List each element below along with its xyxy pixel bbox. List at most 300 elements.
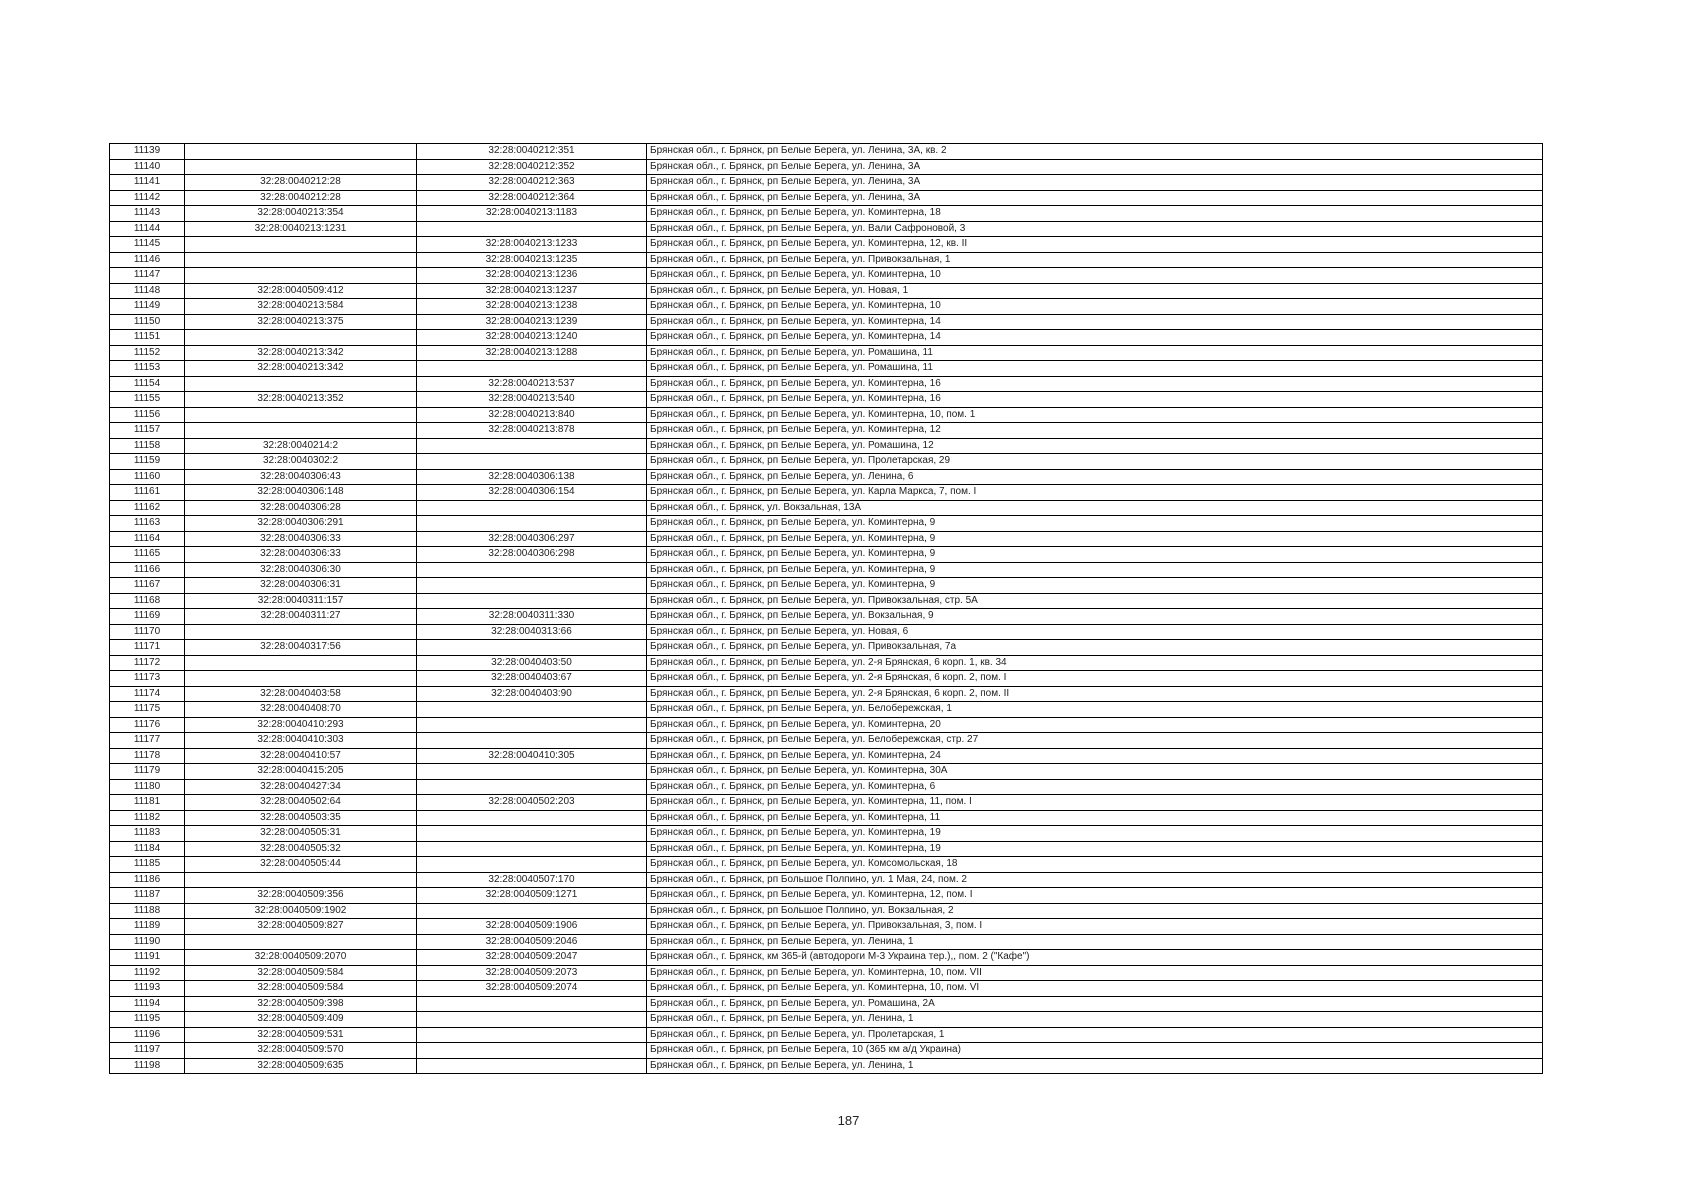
- table-row: [110, 702, 1543, 718]
- row-number-cell: 11166: [110, 562, 185, 578]
- table-row: [110, 764, 1543, 780]
- parcel-number-cell: 32:28:0040306:31: [185, 578, 417, 594]
- object-number-cell: [417, 438, 647, 454]
- parcel-number-cell: 32:28:0040306:33: [185, 547, 417, 563]
- table-row: [110, 903, 1543, 919]
- table-row: [110, 562, 1543, 578]
- table-row: [110, 748, 1543, 764]
- parcel-number-cell: 32:28:0040502:64: [185, 795, 417, 811]
- parcel-number-cell: 32:28:0040410:303: [185, 733, 417, 749]
- address-cell: Брянская обл., г. Брянск, рп Белые Берега, ул. Коминтерна, 12, пом. I: [647, 888, 1543, 904]
- address-cell: Брянская обл., г. Брянск, рп Белые Берега, ул. Коминтерна, 18: [647, 206, 1543, 222]
- parcel-number-cell: 32:28:0040408:70: [185, 702, 417, 718]
- object-number-cell: 32:28:0040509:2046: [417, 934, 647, 950]
- object-number-cell: [417, 500, 647, 516]
- object-number-cell: [417, 810, 647, 826]
- object-number-cell: 32:28:0040306:138: [417, 469, 647, 485]
- object-number-cell: 32:28:0040213:1237: [417, 283, 647, 299]
- object-number-cell: 32:28:0040306:154: [417, 485, 647, 501]
- table-row: [110, 206, 1543, 222]
- row-number-cell: 11142: [110, 190, 185, 206]
- page-number: 187: [837, 1113, 860, 1128]
- address-cell: Брянская обл., г. Брянск, ул. Вокзальная, 13А: [647, 500, 1543, 516]
- object-number-cell: [417, 1027, 647, 1043]
- parcel-number-cell: 32:28:0040509:531: [185, 1027, 417, 1043]
- table-row: [110, 919, 1543, 935]
- row-number-cell: 11192: [110, 965, 185, 981]
- address-cell: Брянская обл., г. Брянск, рп Белые Берега, ул. Ленина, 3А, кв. 2: [647, 144, 1543, 160]
- object-number-cell: 32:28:0040509:2073: [417, 965, 647, 981]
- object-number-cell: [417, 764, 647, 780]
- parcel-number-cell: 32:28:0040509:2070: [185, 950, 417, 966]
- object-number-cell: [417, 640, 647, 656]
- address-cell: Брянская обл., г. Брянск, рп Белые Берега, ул. Ленина, 3А: [647, 190, 1543, 206]
- object-number-cell: [417, 717, 647, 733]
- table-row: [110, 175, 1543, 191]
- parcel-number-cell: 32:28:0040213:342: [185, 345, 417, 361]
- object-number-cell: 32:28:0040306:297: [417, 531, 647, 547]
- parcel-number-cell: 32:28:0040509:635: [185, 1058, 417, 1074]
- address-cell: Брянская обл., г. Брянск, рп Белые Берега, ул. Коминтерна, 16: [647, 392, 1543, 408]
- parcel-number-cell: [185, 671, 417, 687]
- row-number-cell: 11148: [110, 283, 185, 299]
- address-cell: Брянская обл., г. Брянск, рп Белые Берега, ул. Пролетарская, 1: [647, 1027, 1543, 1043]
- table-row: [110, 423, 1543, 439]
- parcel-number-cell: 32:28:0040509:412: [185, 283, 417, 299]
- row-number-cell: 11152: [110, 345, 185, 361]
- table-row: [110, 283, 1543, 299]
- parcel-number-cell: 32:28:0040306:28: [185, 500, 417, 516]
- table-row: [110, 624, 1543, 640]
- row-number-cell: 11165: [110, 547, 185, 563]
- address-cell: Брянская обл., г. Брянск, рп Белые Берега, ул. Коминтерна, 30А: [647, 764, 1543, 780]
- object-number-cell: [417, 779, 647, 795]
- address-cell: Брянская обл., г. Брянск, рп Белые Берега, 10 (365 км а/д Украина): [647, 1043, 1543, 1059]
- parcel-number-cell: 32:28:0040213:375: [185, 314, 417, 330]
- table-row: [110, 376, 1543, 392]
- parcel-number-cell: 32:28:0040302:2: [185, 454, 417, 470]
- row-number-cell: 11147: [110, 268, 185, 284]
- table-row: [110, 655, 1543, 671]
- address-cell: Брянская обл., г. Брянск, рп Белые Берега, ул. Коминтерна, 14: [647, 330, 1543, 346]
- object-number-cell: 32:28:0040213:878: [417, 423, 647, 439]
- object-number-cell: 32:28:0040509:1271: [417, 888, 647, 904]
- address-cell: Брянская обл., г. Брянск, рп Белые Берега, ул. Коминтерна, 10: [647, 299, 1543, 315]
- parcel-number-cell: 32:28:0040213:584: [185, 299, 417, 315]
- object-number-cell: 32:28:0040403:50: [417, 655, 647, 671]
- address-cell: Брянская обл., г. Брянск, рп Белые Берега, ул. Коминтерна, 19: [647, 826, 1543, 842]
- row-number-cell: 11157: [110, 423, 185, 439]
- parcel-number-cell: 32:28:0040403:58: [185, 686, 417, 702]
- row-number-cell: 11155: [110, 392, 185, 408]
- object-number-cell: [417, 361, 647, 377]
- parcel-number-cell: 32:28:0040509:570: [185, 1043, 417, 1059]
- table-row: [110, 826, 1543, 842]
- address-cell: Брянская обл., г. Брянск, рп Белые Берега, ул. Коминтерна, 10: [647, 268, 1543, 284]
- row-number-cell: 11197: [110, 1043, 185, 1059]
- address-cell: Брянская обл., г. Брянск, рп Белые Берега, ул. Коминтерна, 16: [647, 376, 1543, 392]
- row-number-cell: 11189: [110, 919, 185, 935]
- parcel-number-cell: 32:28:0040509:1902: [185, 903, 417, 919]
- table-row: [110, 593, 1543, 609]
- address-cell: Брянская обл., г. Брянск, рп Белые Берега, ул. Коминтерна, 14: [647, 314, 1543, 330]
- object-number-cell: 32:28:0040410:305: [417, 748, 647, 764]
- address-cell: Брянская обл., г. Брянск, рп Белые Берега, ул. Коминтерна, 12, кв. II: [647, 237, 1543, 253]
- object-number-cell: [417, 733, 647, 749]
- table-row: [110, 500, 1543, 516]
- table-row: [110, 934, 1543, 950]
- parcel-number-cell: 32:28:0040311:157: [185, 593, 417, 609]
- row-number-cell: 11159: [110, 454, 185, 470]
- table-row: [110, 686, 1543, 702]
- address-cell: Брянская обл., г. Брянск, рп Белые Берега, ул. 2-я Брянская, 6 корп. 2, пом. II: [647, 686, 1543, 702]
- parcel-number-cell: [185, 144, 417, 160]
- address-cell: Брянская обл., г. Брянск, рп Белые Берега, ул. Коминтерна, 12: [647, 423, 1543, 439]
- address-cell: Брянская обл., г. Брянск, рп Белые Берега, ул. 2-я Брянская, 6 корп. 2, пом. I: [647, 671, 1543, 687]
- address-cell: Брянская обл., г. Брянск, рп Белые Берега, ул. Новая, 6: [647, 624, 1543, 640]
- parcel-number-cell: [185, 407, 417, 423]
- parcel-number-cell: 32:28:0040306:33: [185, 531, 417, 547]
- address-cell: Брянская обл., г. Брянск, рп Белые Берега, ул. Привокзальная, 3, пом. I: [647, 919, 1543, 935]
- table-row: [110, 717, 1543, 733]
- table-row: [110, 268, 1543, 284]
- table-row: [110, 314, 1543, 330]
- parcel-number-cell: 32:28:0040213:354: [185, 206, 417, 222]
- address-cell: Брянская обл., г. Брянск, рп Белые Берега, ул. Коминтерна, 24: [647, 748, 1543, 764]
- registry-table-body: [110, 144, 1543, 1074]
- parcel-number-cell: 32:28:0040306:30: [185, 562, 417, 578]
- table-row: [110, 144, 1543, 160]
- address-cell: Брянская обл., г. Брянск, км 365-й (автодороги М-3 Украина тер.),, пом. 2 ("Кафе"): [647, 950, 1543, 966]
- row-number-cell: 11163: [110, 516, 185, 532]
- table-row: [110, 516, 1543, 532]
- table-row: [110, 733, 1543, 749]
- object-number-cell: [417, 562, 647, 578]
- row-number-cell: 11184: [110, 841, 185, 857]
- parcel-number-cell: 32:28:0040213:342: [185, 361, 417, 377]
- parcel-number-cell: [185, 655, 417, 671]
- object-number-cell: 32:28:0040509:1906: [417, 919, 647, 935]
- object-number-cell: 32:28:0040213:840: [417, 407, 647, 423]
- table-row: [110, 454, 1543, 470]
- table-row: [110, 996, 1543, 1012]
- address-cell: Брянская обл., г. Брянск, рп Белые Берега, ул. Ленина, 6: [647, 469, 1543, 485]
- object-number-cell: 32:28:0040213:537: [417, 376, 647, 392]
- object-number-cell: 32:28:0040213:1235: [417, 252, 647, 268]
- row-number-cell: 11172: [110, 655, 185, 671]
- address-cell: Брянская обл., г. Брянск, рп Белые Берега, ул. Привокзальная, 7а: [647, 640, 1543, 656]
- object-number-cell: [417, 996, 647, 1012]
- address-cell: Брянская обл., г. Брянск, рп Белые Берега, ул. Коминтерна, 11, пом. I: [647, 795, 1543, 811]
- address-cell: Брянская обл., г. Брянск, рп Белые Берега, ул. Коминтерна, 9: [647, 516, 1543, 532]
- parcel-number-cell: [185, 268, 417, 284]
- table-row: [110, 392, 1543, 408]
- row-number-cell: 11139: [110, 144, 185, 160]
- table-row: [110, 531, 1543, 547]
- address-cell: Брянская обл., г. Брянск, рп Белые Берега, ул. Коминтерна, 9: [647, 578, 1543, 594]
- row-number-cell: 11150: [110, 314, 185, 330]
- address-cell: Брянская обл., г. Брянск, рп Белые Берега, ул. Коминтерна, 11: [647, 810, 1543, 826]
- parcel-number-cell: 32:28:0040505:44: [185, 857, 417, 873]
- row-number-cell: 11179: [110, 764, 185, 780]
- object-number-cell: [417, 578, 647, 594]
- table-row: [110, 578, 1543, 594]
- object-number-cell: [417, 826, 647, 842]
- row-number-cell: 11195: [110, 1012, 185, 1028]
- address-cell: Брянская обл., г. Брянск, рп Белые Берега, ул. Коминтерна, 9: [647, 531, 1543, 547]
- address-cell: Брянская обл., г. Брянск, рп Белые Берега, ул. Коминтерна, 10, пом. VII: [647, 965, 1543, 981]
- object-number-cell: [417, 841, 647, 857]
- row-number-cell: 11146: [110, 252, 185, 268]
- parcel-number-cell: 32:28:0040509:584: [185, 965, 417, 981]
- parcel-number-cell: 32:28:0040509:356: [185, 888, 417, 904]
- object-number-cell: 32:28:0040306:298: [417, 547, 647, 563]
- row-number-cell: 11181: [110, 795, 185, 811]
- object-number-cell: 32:28:0040213:1236: [417, 268, 647, 284]
- object-number-cell: 32:28:0040213:1238: [417, 299, 647, 315]
- table-row: [110, 438, 1543, 454]
- parcel-number-cell: 32:28:0040509:827: [185, 919, 417, 935]
- parcel-number-cell: 32:28:0040306:291: [185, 516, 417, 532]
- object-number-cell: 32:28:0040213:540: [417, 392, 647, 408]
- row-number-cell: 11185: [110, 857, 185, 873]
- row-number-cell: 11193: [110, 981, 185, 997]
- row-number-cell: 11188: [110, 903, 185, 919]
- row-number-cell: 11167: [110, 578, 185, 594]
- table-row: [110, 345, 1543, 361]
- address-cell: Брянская обл., г. Брянск, рп Белые Берега, ул. Привокзальная, 1: [647, 252, 1543, 268]
- table-row: [110, 841, 1543, 857]
- row-number-cell: 11171: [110, 640, 185, 656]
- address-cell: Брянская обл., г. Брянск, рп Белые Берега, ул. Привокзальная, стр. 5А: [647, 593, 1543, 609]
- parcel-number-cell: 32:28:0040410:57: [185, 748, 417, 764]
- address-cell: Брянская обл., г. Брянск, рп Белые Берега, ул. Коминтерна, 20: [647, 717, 1543, 733]
- table-row: [110, 252, 1543, 268]
- address-cell: Брянская обл., г. Брянск, рп Белые Берега, ул. Ромашина, 12: [647, 438, 1543, 454]
- object-number-cell: 32:28:0040213:1183: [417, 206, 647, 222]
- row-number-cell: 11170: [110, 624, 185, 640]
- table-row: [110, 159, 1543, 175]
- row-number-cell: 11144: [110, 221, 185, 237]
- parcel-number-cell: 32:28:0040306:148: [185, 485, 417, 501]
- parcel-number-cell: 32:28:0040505:32: [185, 841, 417, 857]
- table-row: [110, 547, 1543, 563]
- table-row: [110, 981, 1543, 997]
- table-row: [110, 671, 1543, 687]
- parcel-number-cell: [185, 934, 417, 950]
- table-row: [110, 407, 1543, 423]
- table-row: [110, 361, 1543, 377]
- parcel-number-cell: 32:28:0040213:352: [185, 392, 417, 408]
- address-cell: Брянская обл., г. Брянск, рп Большое Полпино, ул. 1 Мая, 24, пом. 2: [647, 872, 1543, 888]
- parcel-number-cell: [185, 624, 417, 640]
- row-number-cell: 11196: [110, 1027, 185, 1043]
- parcel-number-cell: 32:28:0040306:43: [185, 469, 417, 485]
- row-number-cell: 11198: [110, 1058, 185, 1074]
- object-number-cell: [417, 454, 647, 470]
- object-number-cell: 32:28:0040212:352: [417, 159, 647, 175]
- table-row: [110, 795, 1543, 811]
- row-number-cell: 11151: [110, 330, 185, 346]
- parcel-number-cell: 32:28:0040213:1231: [185, 221, 417, 237]
- row-number-cell: 11161: [110, 485, 185, 501]
- address-cell: Брянская обл., г. Брянск, рп Белые Берега, ул. Комсомольская, 18: [647, 857, 1543, 873]
- object-number-cell: [417, 1058, 647, 1074]
- address-cell: Брянская обл., г. Брянск, рп Белые Берега, ул. Ленина, 1: [647, 934, 1543, 950]
- object-number-cell: 32:28:0040213:1233: [417, 237, 647, 253]
- object-number-cell: [417, 1043, 647, 1059]
- object-number-cell: 32:28:0040311:330: [417, 609, 647, 625]
- parcel-number-cell: [185, 872, 417, 888]
- address-cell: Брянская обл., г. Брянск, рп Белые Берега, ул. Ленина, 3А: [647, 159, 1543, 175]
- row-number-cell: 11149: [110, 299, 185, 315]
- address-cell: Брянская обл., г. Брянск, рп Белые Берега, ул. Вали Сафроновой, 3: [647, 221, 1543, 237]
- table-row: [110, 485, 1543, 501]
- row-number-cell: 11183: [110, 826, 185, 842]
- row-number-cell: 11182: [110, 810, 185, 826]
- registry-table: [109, 143, 1543, 1074]
- row-number-cell: 11156: [110, 407, 185, 423]
- address-cell: Брянская обл., г. Брянск, рп Белые Берега, ул. Ромашина, 11: [647, 361, 1543, 377]
- parcel-number-cell: 32:28:0040212:28: [185, 190, 417, 206]
- object-number-cell: 32:28:0040502:203: [417, 795, 647, 811]
- table-row: [110, 888, 1543, 904]
- row-number-cell: 11180: [110, 779, 185, 795]
- table-row: [110, 965, 1543, 981]
- row-number-cell: 11141: [110, 175, 185, 191]
- object-number-cell: [417, 903, 647, 919]
- row-number-cell: 11187: [110, 888, 185, 904]
- address-cell: Брянская обл., г. Брянск, рп Большое Полпино, ул. Вокзальная, 2: [647, 903, 1543, 919]
- table-row: [110, 190, 1543, 206]
- row-number-cell: 11158: [110, 438, 185, 454]
- row-number-cell: 11168: [110, 593, 185, 609]
- object-number-cell: [417, 593, 647, 609]
- object-number-cell: 32:28:0040509:2074: [417, 981, 647, 997]
- object-number-cell: [417, 516, 647, 532]
- address-cell: Брянская обл., г. Брянск, рп Белые Берега, ул. 2-я Брянская, 6 корп. 1, кв. 34: [647, 655, 1543, 671]
- parcel-number-cell: 32:28:0040503:35: [185, 810, 417, 826]
- parcel-number-cell: 32:28:0040509:409: [185, 1012, 417, 1028]
- address-cell: Брянская обл., г. Брянск, рп Белые Берега, ул. Коминтерна, 19: [647, 841, 1543, 857]
- object-number-cell: 32:28:0040403:67: [417, 671, 647, 687]
- parcel-number-cell: 32:28:0040505:31: [185, 826, 417, 842]
- row-number-cell: 11178: [110, 748, 185, 764]
- parcel-number-cell: 32:28:0040509:398: [185, 996, 417, 1012]
- table-row: [110, 779, 1543, 795]
- row-number-cell: 11145: [110, 237, 185, 253]
- row-number-cell: 11160: [110, 469, 185, 485]
- row-number-cell: 11174: [110, 686, 185, 702]
- table-row: [110, 950, 1543, 966]
- row-number-cell: 11173: [110, 671, 185, 687]
- address-cell: Брянская обл., г. Брянск, рп Белые Берега, ул. Коминтерна, 10, пом. VI: [647, 981, 1543, 997]
- parcel-number-cell: [185, 376, 417, 392]
- address-cell: Брянская обл., г. Брянск, рп Белые Берега, ул. Коминтерна, 6: [647, 779, 1543, 795]
- address-cell: Брянская обл., г. Брянск, рп Белые Берега, ул. Коминтерна, 9: [647, 562, 1543, 578]
- row-number-cell: 11162: [110, 500, 185, 516]
- table-row: [110, 1027, 1543, 1043]
- parcel-number-cell: [185, 423, 417, 439]
- address-cell: Брянская обл., г. Брянск, рп Белые Берега, ул. Ленина, 1: [647, 1058, 1543, 1074]
- parcel-number-cell: 32:28:0040317:56: [185, 640, 417, 656]
- table-row: [110, 237, 1543, 253]
- row-number-cell: 11186: [110, 872, 185, 888]
- row-number-cell: 11175: [110, 702, 185, 718]
- parcel-number-cell: [185, 237, 417, 253]
- object-number-cell: 32:28:0040313:66: [417, 624, 647, 640]
- row-number-cell: 11169: [110, 609, 185, 625]
- row-number-cell: 11154: [110, 376, 185, 392]
- table-row: [110, 857, 1543, 873]
- address-cell: Брянская обл., г. Брянск, рп Белые Берега, ул. Коминтерна, 10, пом. 1: [647, 407, 1543, 423]
- parcel-number-cell: 32:28:0040427:34: [185, 779, 417, 795]
- address-cell: Брянская обл., г. Брянск, рп Белые Берега, ул. Коминтерна, 9: [647, 547, 1543, 563]
- address-cell: Брянская обл., г. Брянск, рп Белые Берега, ул. Ленина, 3А: [647, 175, 1543, 191]
- address-cell: Брянская обл., г. Брянск, рп Белые Берега, ул. Новая, 1: [647, 283, 1543, 299]
- address-cell: Брянская обл., г. Брянск, рп Белые Берега, ул. Карла Маркса, 7, пом. I: [647, 485, 1543, 501]
- parcel-number-cell: 32:28:0040415:205: [185, 764, 417, 780]
- address-cell: Брянская обл., г. Брянск, рп Белые Берега, ул. Пролетарская, 29: [647, 454, 1543, 470]
- object-number-cell: 32:28:0040403:90: [417, 686, 647, 702]
- object-number-cell: [417, 702, 647, 718]
- table-row: [110, 221, 1543, 237]
- row-number-cell: 11164: [110, 531, 185, 547]
- object-number-cell: 32:28:0040509:2047: [417, 950, 647, 966]
- object-number-cell: 32:28:0040212:363: [417, 175, 647, 191]
- row-number-cell: 11143: [110, 206, 185, 222]
- object-number-cell: 32:28:0040213:1288: [417, 345, 647, 361]
- table-row: [110, 1012, 1543, 1028]
- parcel-number-cell: [185, 159, 417, 175]
- object-number-cell: 32:28:0040212:364: [417, 190, 647, 206]
- address-cell: Брянская обл., г. Брянск, рп Белые Берега, ул. Ромашина, 11: [647, 345, 1543, 361]
- row-number-cell: 11140: [110, 159, 185, 175]
- address-cell: Брянская обл., г. Брянск, рп Белые Берега, ул. Вокзальная, 9: [647, 609, 1543, 625]
- address-cell: Брянская обл., г. Брянск, рп Белые Берега, ул. Белобережская, стр. 27: [647, 733, 1543, 749]
- object-number-cell: 32:28:0040212:351: [417, 144, 647, 160]
- row-number-cell: 11190: [110, 934, 185, 950]
- object-number-cell: [417, 857, 647, 873]
- address-cell: Брянская обл., г. Брянск, рп Белые Берега, ул. Белобережская, 1: [647, 702, 1543, 718]
- row-number-cell: 11194: [110, 996, 185, 1012]
- row-number-cell: 11153: [110, 361, 185, 377]
- parcel-number-cell: [185, 252, 417, 268]
- table-row: [110, 1043, 1543, 1059]
- address-cell: Брянская обл., г. Брянск, рп Белые Берега, ул. Ромашина, 2А: [647, 996, 1543, 1012]
- parcel-number-cell: 32:28:0040410:293: [185, 717, 417, 733]
- row-number-cell: 11177: [110, 733, 185, 749]
- table-row: [110, 872, 1543, 888]
- parcel-number-cell: 32:28:0040509:584: [185, 981, 417, 997]
- table-row: [110, 810, 1543, 826]
- table-row: [110, 1058, 1543, 1074]
- table-row: [110, 469, 1543, 485]
- object-number-cell: 32:28:0040213:1239: [417, 314, 647, 330]
- row-number-cell: 11176: [110, 717, 185, 733]
- table-row: [110, 609, 1543, 625]
- parcel-number-cell: 32:28:0040214:2: [185, 438, 417, 454]
- row-number-cell: 11191: [110, 950, 185, 966]
- table-row: [110, 640, 1543, 656]
- table-row: [110, 330, 1543, 346]
- parcel-number-cell: 32:28:0040212:28: [185, 175, 417, 191]
- table-row: [110, 299, 1543, 315]
- object-number-cell: [417, 221, 647, 237]
- parcel-number-cell: [185, 330, 417, 346]
- parcel-number-cell: 32:28:0040311:27: [185, 609, 417, 625]
- object-number-cell: 32:28:0040507:170: [417, 872, 647, 888]
